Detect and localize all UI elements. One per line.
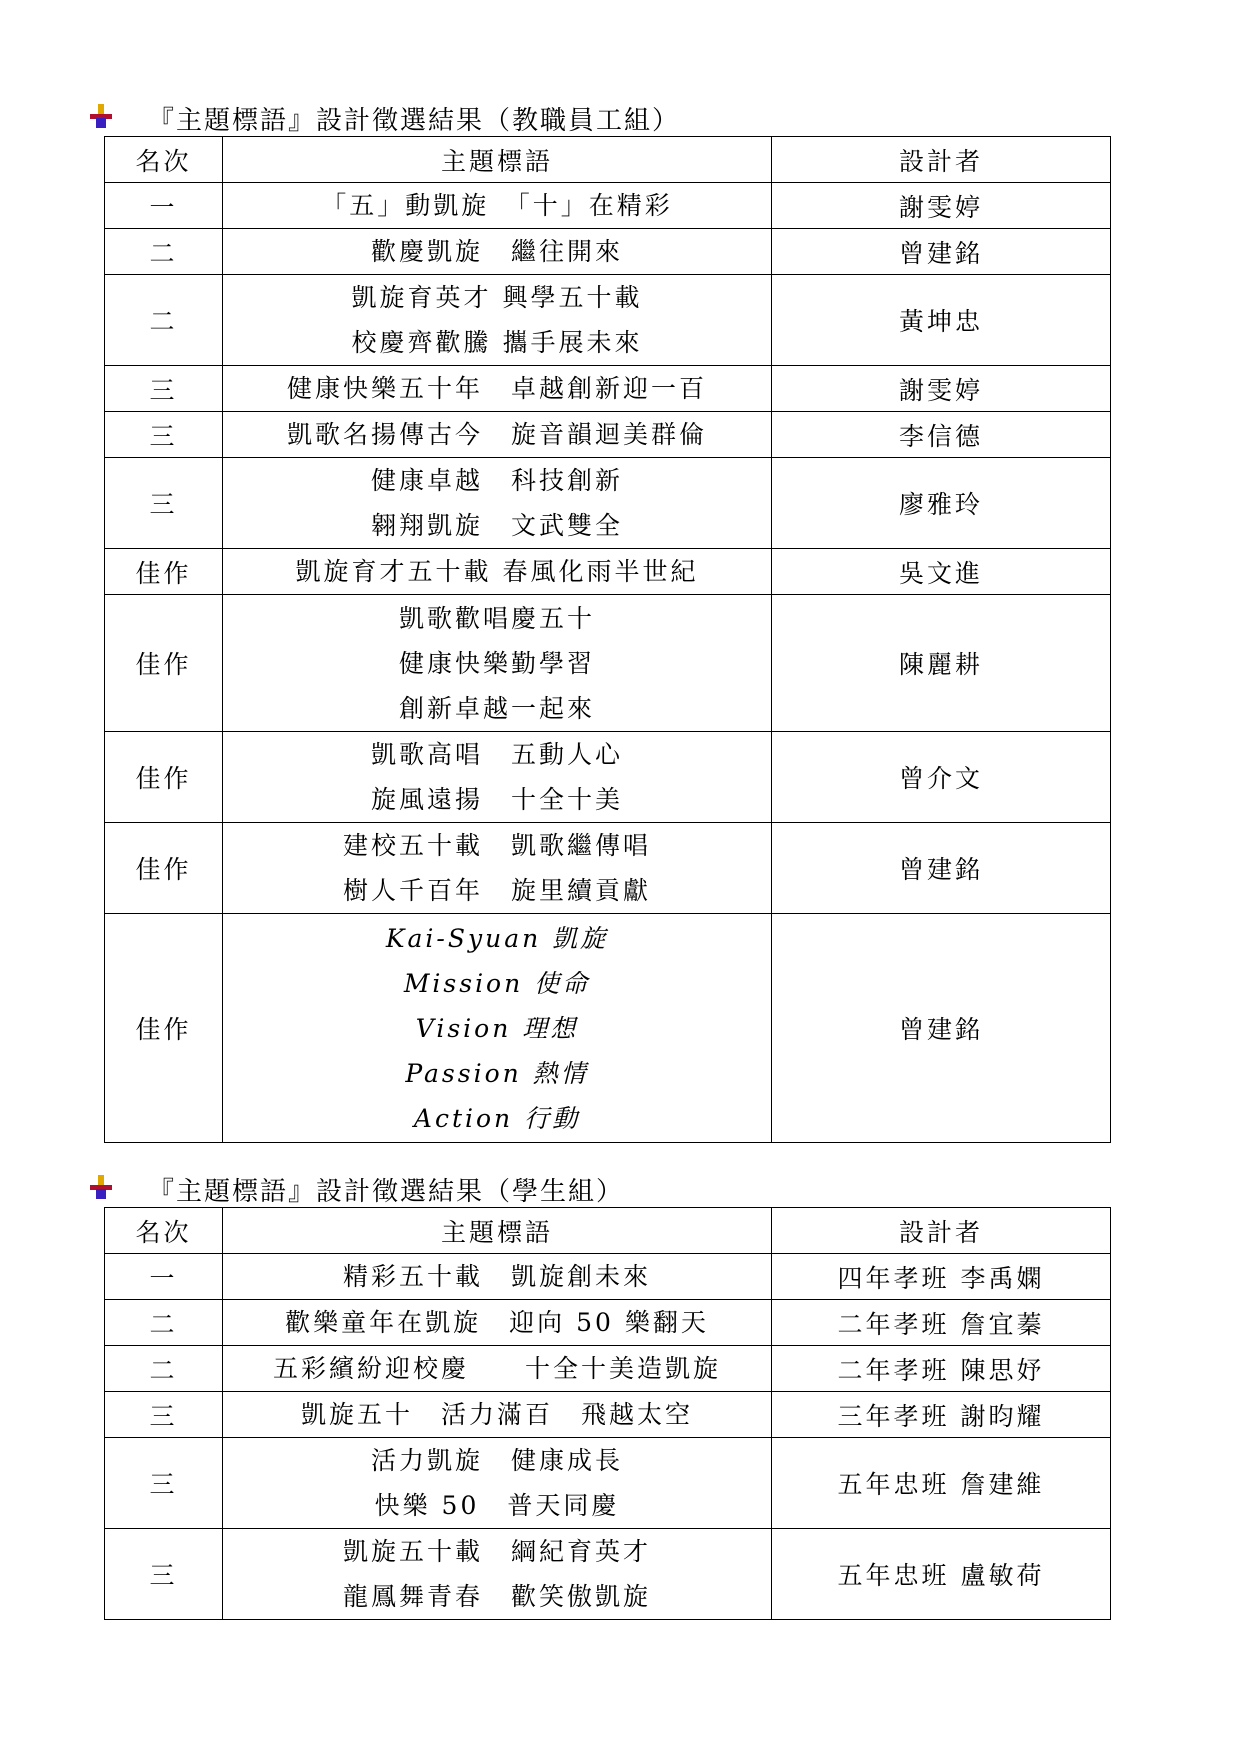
slogan-cell <box>223 914 772 1143</box>
staff-results-table <box>104 136 1111 1143</box>
header-designer: 設計者 <box>772 137 1111 183</box>
designer-cell: 吳文進 <box>772 549 1111 595</box>
header-slogan: 主題標語 <box>223 1208 772 1254</box>
staff-table-body <box>105 137 1111 1143</box>
designer-cell: 三年孝班 謝昀耀 <box>772 1392 1111 1438</box>
student-section <box>104 1171 1110 1620</box>
slogan-line: 「五」動凱旋 「十」在精彩 <box>321 191 673 220</box>
table-row <box>105 458 1111 549</box>
rank-cell: 佳作 <box>105 732 223 823</box>
designer-cell: 曾建銘 <box>772 914 1111 1143</box>
slogan-line: Mission 使命 <box>403 968 591 998</box>
table-header-row <box>105 1208 1111 1254</box>
rank-cell: 一 <box>105 1254 223 1300</box>
slogan-cell <box>223 549 772 595</box>
designer-cell: 五年忠班 詹建維 <box>772 1438 1111 1529</box>
slogan-line: 活力凱旋 健康成長 <box>370 1446 623 1475</box>
staff-heading <box>104 100 1110 136</box>
slogan-line: Passion 熱情 <box>405 1058 589 1088</box>
table-row <box>105 1529 1111 1620</box>
header-rank: 名次 <box>105 1208 223 1254</box>
designer-cell: 四年孝班 李禹嫻 <box>772 1254 1111 1300</box>
rank-cell: 二 <box>105 1300 223 1346</box>
rank-cell: 一 <box>105 183 223 229</box>
slogan-cell <box>223 412 772 458</box>
designer-cell: 謝雯婷 <box>772 366 1111 412</box>
slogan-cell <box>223 823 772 914</box>
student-title: 『主題標語』設計徵選結果（學生組） <box>148 1176 625 1207</box>
table-row <box>105 229 1111 275</box>
table-row <box>105 914 1111 1143</box>
slogan-cell <box>223 732 772 823</box>
table-header-row <box>105 137 1111 183</box>
staff-title: 『主題標語』設計徵選結果（教職員工組） <box>148 105 681 136</box>
slogan-line: 快樂 50 普天同慶 <box>374 1491 620 1520</box>
rank-cell: 三 <box>105 1529 223 1620</box>
rank-cell: 三 <box>105 1438 223 1529</box>
designer-cell: 曾建銘 <box>772 229 1111 275</box>
designer-cell: 黃坤忠 <box>772 275 1111 366</box>
slogan-line: 校慶齊歡騰 攜手展未來 <box>351 328 643 357</box>
slogan-line: 樹人千百年 旋里續貢獻 <box>342 876 651 905</box>
rank-cell: 三 <box>105 412 223 458</box>
designer-cell: 五年忠班 盧敏荷 <box>772 1529 1111 1620</box>
slogan-line: 凱歌歡唱慶五十 <box>398 603 595 633</box>
header-designer: 設計者 <box>772 1208 1111 1254</box>
slogan-line: 精彩五十載 凱旋創未來 <box>342 1262 651 1291</box>
table-row <box>105 275 1111 366</box>
table-row <box>105 1254 1111 1300</box>
slogan-cell <box>223 1346 772 1392</box>
rank-cell: 三 <box>105 458 223 549</box>
slogan-line: 建校五十載 凱歌繼傳唱 <box>342 831 651 860</box>
student-results-table <box>104 1207 1111 1620</box>
table-row <box>105 595 1111 732</box>
rank-cell: 二 <box>105 229 223 275</box>
slogan-cell <box>223 1254 772 1300</box>
table-row <box>105 549 1111 595</box>
slogan-line: 健康快樂五十年 卓越創新迎一百 <box>286 374 707 403</box>
rank-cell: 二 <box>105 1346 223 1392</box>
rank-cell: 三 <box>105 366 223 412</box>
designer-cell: 陳麗耕 <box>772 595 1111 732</box>
bullet-icon <box>90 1175 112 1199</box>
table-row <box>105 366 1111 412</box>
designer-cell: 曾建銘 <box>772 823 1111 914</box>
slogan-line: Vision 理想 <box>415 1013 579 1043</box>
designer-cell: 李信德 <box>772 412 1111 458</box>
slogan-line: 凱旋育才五十載 春風化雨半世紀 <box>295 557 699 586</box>
rank-cell: 佳作 <box>105 914 223 1143</box>
slogan-line: Action 行動 <box>413 1103 581 1133</box>
slogan-line: 凱歌名揚傳古今 旋音韻迴美群倫 <box>286 420 707 449</box>
slogan-line: 歡樂童年在凱旋 迎向 50 樂翻天 <box>285 1308 709 1337</box>
designer-cell: 二年孝班 詹宜蓁 <box>772 1300 1111 1346</box>
table-row <box>105 412 1111 458</box>
slogan-cell <box>223 1438 772 1529</box>
rank-cell: 三 <box>105 1392 223 1438</box>
slogan-line: 五彩繽紛迎校慶 十全十美造凱旋 <box>272 1354 721 1383</box>
table-row <box>105 1300 1111 1346</box>
slogan-line: 旋風遠揚 十全十美 <box>370 785 623 814</box>
slogan-cell <box>223 366 772 412</box>
rank-cell: 二 <box>105 275 223 366</box>
designer-cell: 二年孝班 陳思妤 <box>772 1346 1111 1392</box>
slogan-line: 凱歌高唱 五動人心 <box>370 740 623 769</box>
slogan-line: 龍鳳舞青春 歡笑傲凱旋 <box>342 1582 651 1611</box>
slogan-line: 凱旋育英才 興學五十載 <box>351 283 643 312</box>
slogan-line: 翱翔凱旋 文武雙全 <box>370 511 623 540</box>
slogan-line: 凱旋五十 活力滿百 飛越太空 <box>300 1400 693 1429</box>
designer-cell: 曾介文 <box>772 732 1111 823</box>
slogan-line: 創新卓越一起來 <box>398 693 595 723</box>
slogan-cell <box>223 275 772 366</box>
header-slogan: 主題標語 <box>223 137 772 183</box>
slogan-line: 健康快樂勤學習 <box>398 648 595 678</box>
slogan-cell <box>223 458 772 549</box>
slogan-line: 凱旋五十載 綱紀育英才 <box>342 1537 651 1566</box>
slogan-cell <box>223 1300 772 1346</box>
rank-cell: 佳作 <box>105 823 223 914</box>
table-row <box>105 183 1111 229</box>
student-table-body <box>105 1208 1111 1620</box>
table-row <box>105 732 1111 823</box>
bullet-icon <box>90 104 112 128</box>
slogan-line: 健康卓越 科技創新 <box>370 466 623 495</box>
student-heading <box>104 1171 1110 1207</box>
staff-section <box>104 100 1110 1143</box>
rank-cell: 佳作 <box>105 549 223 595</box>
table-row <box>105 1438 1111 1529</box>
slogan-cell <box>223 183 772 229</box>
header-rank: 名次 <box>105 137 223 183</box>
slogan-cell <box>223 229 772 275</box>
slogan-cell <box>223 1529 772 1620</box>
designer-cell: 廖雅玲 <box>772 458 1111 549</box>
rank-cell: 佳作 <box>105 595 223 732</box>
table-row <box>105 1346 1111 1392</box>
slogan-line: 歡慶凱旋 繼往開來 <box>370 237 623 266</box>
designer-cell: 謝雯婷 <box>772 183 1111 229</box>
slogan-cell <box>223 1392 772 1438</box>
table-row <box>105 1392 1111 1438</box>
slogan-line: Kai-Syuan 凱旋 <box>385 923 609 953</box>
table-row <box>105 823 1111 914</box>
slogan-cell <box>223 595 772 732</box>
